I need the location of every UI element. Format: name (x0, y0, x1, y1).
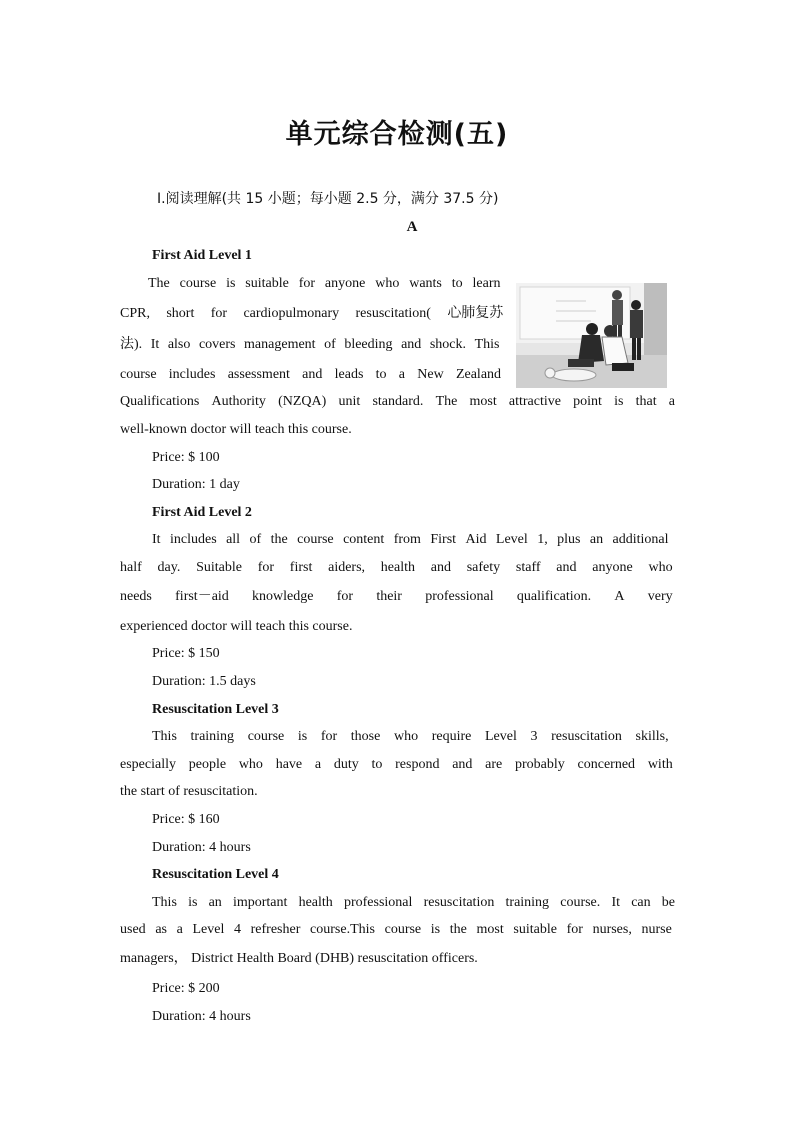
word: resuscitation (551, 729, 622, 744)
word: of (249, 532, 262, 547)
word: for (257, 560, 275, 575)
word: their (376, 589, 402, 604)
word: suitable (513, 922, 557, 937)
word: 1, (537, 532, 548, 547)
word: includes (169, 532, 217, 547)
word: (NZQA) (278, 394, 327, 409)
word: qualification. (516, 589, 592, 604)
course-text-line (152, 531, 670, 549)
word: 法). (120, 337, 143, 352)
word: are (485, 757, 503, 772)
word: course (179, 276, 217, 291)
word: who (648, 560, 673, 575)
course-duration: Duration: 4 hours (152, 840, 251, 855)
word: professional (425, 589, 494, 604)
word: day. (157, 560, 181, 575)
word: who (393, 729, 419, 744)
word: a (176, 922, 183, 937)
word: refresher (250, 922, 301, 937)
word: first (289, 560, 313, 575)
word: This (474, 337, 500, 352)
word: It (611, 895, 621, 910)
word: learn (472, 276, 501, 291)
word: and (302, 367, 323, 382)
word: leads (334, 367, 364, 382)
word: assessment (227, 367, 290, 382)
course-text-line (120, 588, 672, 606)
word: A (614, 589, 625, 604)
word: attractive (508, 394, 561, 409)
course-duration: Duration: 1 day (152, 477, 240, 492)
course-text-line (152, 894, 674, 912)
word: those (350, 729, 381, 744)
word: Zealand (455, 367, 502, 382)
word: This (152, 895, 177, 910)
word: concerned (577, 757, 636, 772)
word: safety (466, 560, 501, 575)
word: very (647, 589, 673, 604)
word: Authority (211, 394, 266, 409)
word: a (398, 367, 406, 382)
word: is (614, 394, 624, 409)
word: as (155, 922, 167, 937)
word: 心肺复苏 (447, 306, 504, 321)
word: short (166, 306, 195, 321)
word: the (270, 532, 288, 547)
word: shock. (429, 337, 467, 352)
word: cardiopulmonary (243, 306, 340, 321)
word: anyone (324, 276, 366, 291)
word: can (631, 895, 651, 910)
word: an (208, 895, 222, 910)
word: content (343, 532, 385, 547)
word: CPR, (120, 306, 150, 321)
word: resuscitation (423, 895, 495, 910)
word: from (393, 532, 421, 547)
passage-label: A (406, 219, 418, 235)
word: nurse (641, 922, 672, 937)
word: course (120, 367, 157, 382)
course-heading: First Aid Level 2 (152, 505, 252, 520)
word: is (188, 895, 198, 910)
word: an (589, 532, 604, 547)
word: anyone (592, 560, 633, 575)
word: and (401, 337, 422, 352)
word: Level (485, 729, 517, 744)
word: course (247, 729, 285, 744)
word: skills, (635, 729, 669, 744)
word: people (188, 757, 227, 772)
word: nurses, (592, 922, 632, 937)
cpr-training-photo (516, 283, 667, 388)
word: require (431, 729, 472, 744)
word: especially (120, 757, 176, 772)
word: and (556, 560, 577, 575)
word: wants (409, 276, 442, 291)
word: that (635, 394, 657, 409)
word: plus (557, 532, 581, 547)
word: course (384, 922, 422, 937)
course-heading: Resuscitation Level 4 (152, 867, 279, 882)
word: who (375, 276, 400, 291)
word: first－aid (175, 589, 229, 604)
word: professional (343, 895, 413, 910)
word: resuscitation( (355, 306, 431, 321)
word: training (505, 895, 550, 910)
course-text-line: well-known doctor will teach this course. (120, 422, 352, 437)
word: training (190, 729, 235, 744)
word: also (167, 337, 191, 352)
course-price: Price: $ 100 (152, 450, 220, 465)
word: knowledge (252, 589, 314, 604)
course-price: Price: $ 160 (152, 812, 220, 827)
course-text-line (120, 559, 672, 577)
word: for (298, 276, 316, 291)
course-duration: Duration: 4 hours (152, 1009, 251, 1024)
word: and (452, 757, 473, 772)
course-heading: First Aid Level 1 (152, 248, 252, 263)
course-text-line: experienced doctor will teach this course. (120, 619, 353, 634)
word: respond (395, 757, 440, 772)
word: The (435, 394, 458, 409)
word: course (297, 532, 334, 547)
word: health (380, 560, 416, 575)
word: 3 (530, 729, 538, 744)
word: Aid (465, 532, 487, 547)
course-duration: Duration: 1.5 days (152, 674, 256, 689)
word: aiders, (328, 560, 366, 575)
word: most (469, 394, 497, 409)
course-text-line (120, 305, 503, 323)
word: most (476, 922, 504, 937)
course-text-line (120, 366, 501, 384)
word: who (238, 757, 263, 772)
word: have (275, 757, 303, 772)
word: bleeding (344, 337, 393, 352)
word: Qualifications (120, 394, 200, 409)
section-heading: Ⅰ.阅读理解(共 15 小题；每小题 2.5 分，满分 37.5 分) (157, 191, 499, 207)
word: First (430, 532, 457, 547)
word: covers (198, 337, 236, 352)
page-title: 单元综合检测(五) (285, 119, 509, 150)
course-text-line (120, 393, 674, 411)
word: a (668, 394, 676, 409)
word: to (371, 757, 383, 772)
word: course.This (310, 922, 375, 937)
word: standard. (372, 394, 424, 409)
word: half (120, 560, 142, 575)
course-text-line (148, 275, 501, 293)
word: and (430, 560, 451, 575)
word: course. (560, 895, 601, 910)
word: health (298, 895, 333, 910)
word: It (152, 532, 161, 547)
word: additional (612, 532, 669, 547)
course-text-line (152, 728, 670, 746)
course-text-line (120, 756, 672, 774)
course-price: Price: $ 200 (152, 981, 220, 996)
word: point (573, 394, 602, 409)
word: used (120, 922, 146, 937)
word: Level (495, 532, 528, 547)
word: for (320, 729, 338, 744)
course-text-line: the start of resuscitation. (120, 784, 258, 799)
word: staff (515, 560, 541, 575)
word: all (226, 532, 241, 547)
word: for (336, 589, 354, 604)
word: duty (333, 757, 359, 772)
word: a (314, 757, 322, 772)
cpr-photo-image (516, 283, 667, 388)
course-heading: Resuscitation Level 3 (152, 702, 279, 717)
word: probably (515, 757, 565, 772)
word: It (150, 337, 160, 352)
word: with (647, 757, 673, 772)
word: 4 (234, 922, 241, 937)
word: Level (192, 922, 225, 937)
word: important (232, 895, 288, 910)
course-price: Price: $ 150 (152, 646, 220, 661)
word: This (152, 729, 177, 744)
course-text-line: managers， District Health Board (DHB) resuscitation officers. (120, 951, 478, 966)
word: to (451, 276, 463, 291)
word: The (148, 276, 170, 291)
course-text-line (120, 921, 672, 939)
word: unit (338, 394, 361, 409)
word: the (449, 922, 467, 937)
word: is (430, 922, 441, 937)
word: for (210, 306, 228, 321)
word: suitable (245, 276, 289, 291)
word: is (226, 276, 236, 291)
word: includes (168, 367, 216, 382)
word: for (566, 922, 583, 937)
word: is (297, 729, 308, 744)
word: management (244, 337, 316, 352)
course-text-line (120, 336, 501, 354)
word: of (324, 337, 336, 352)
word: needs (120, 589, 152, 604)
word: to (375, 367, 387, 382)
word: Suitable (196, 560, 242, 575)
word: New (417, 367, 444, 382)
word: be (661, 895, 676, 910)
